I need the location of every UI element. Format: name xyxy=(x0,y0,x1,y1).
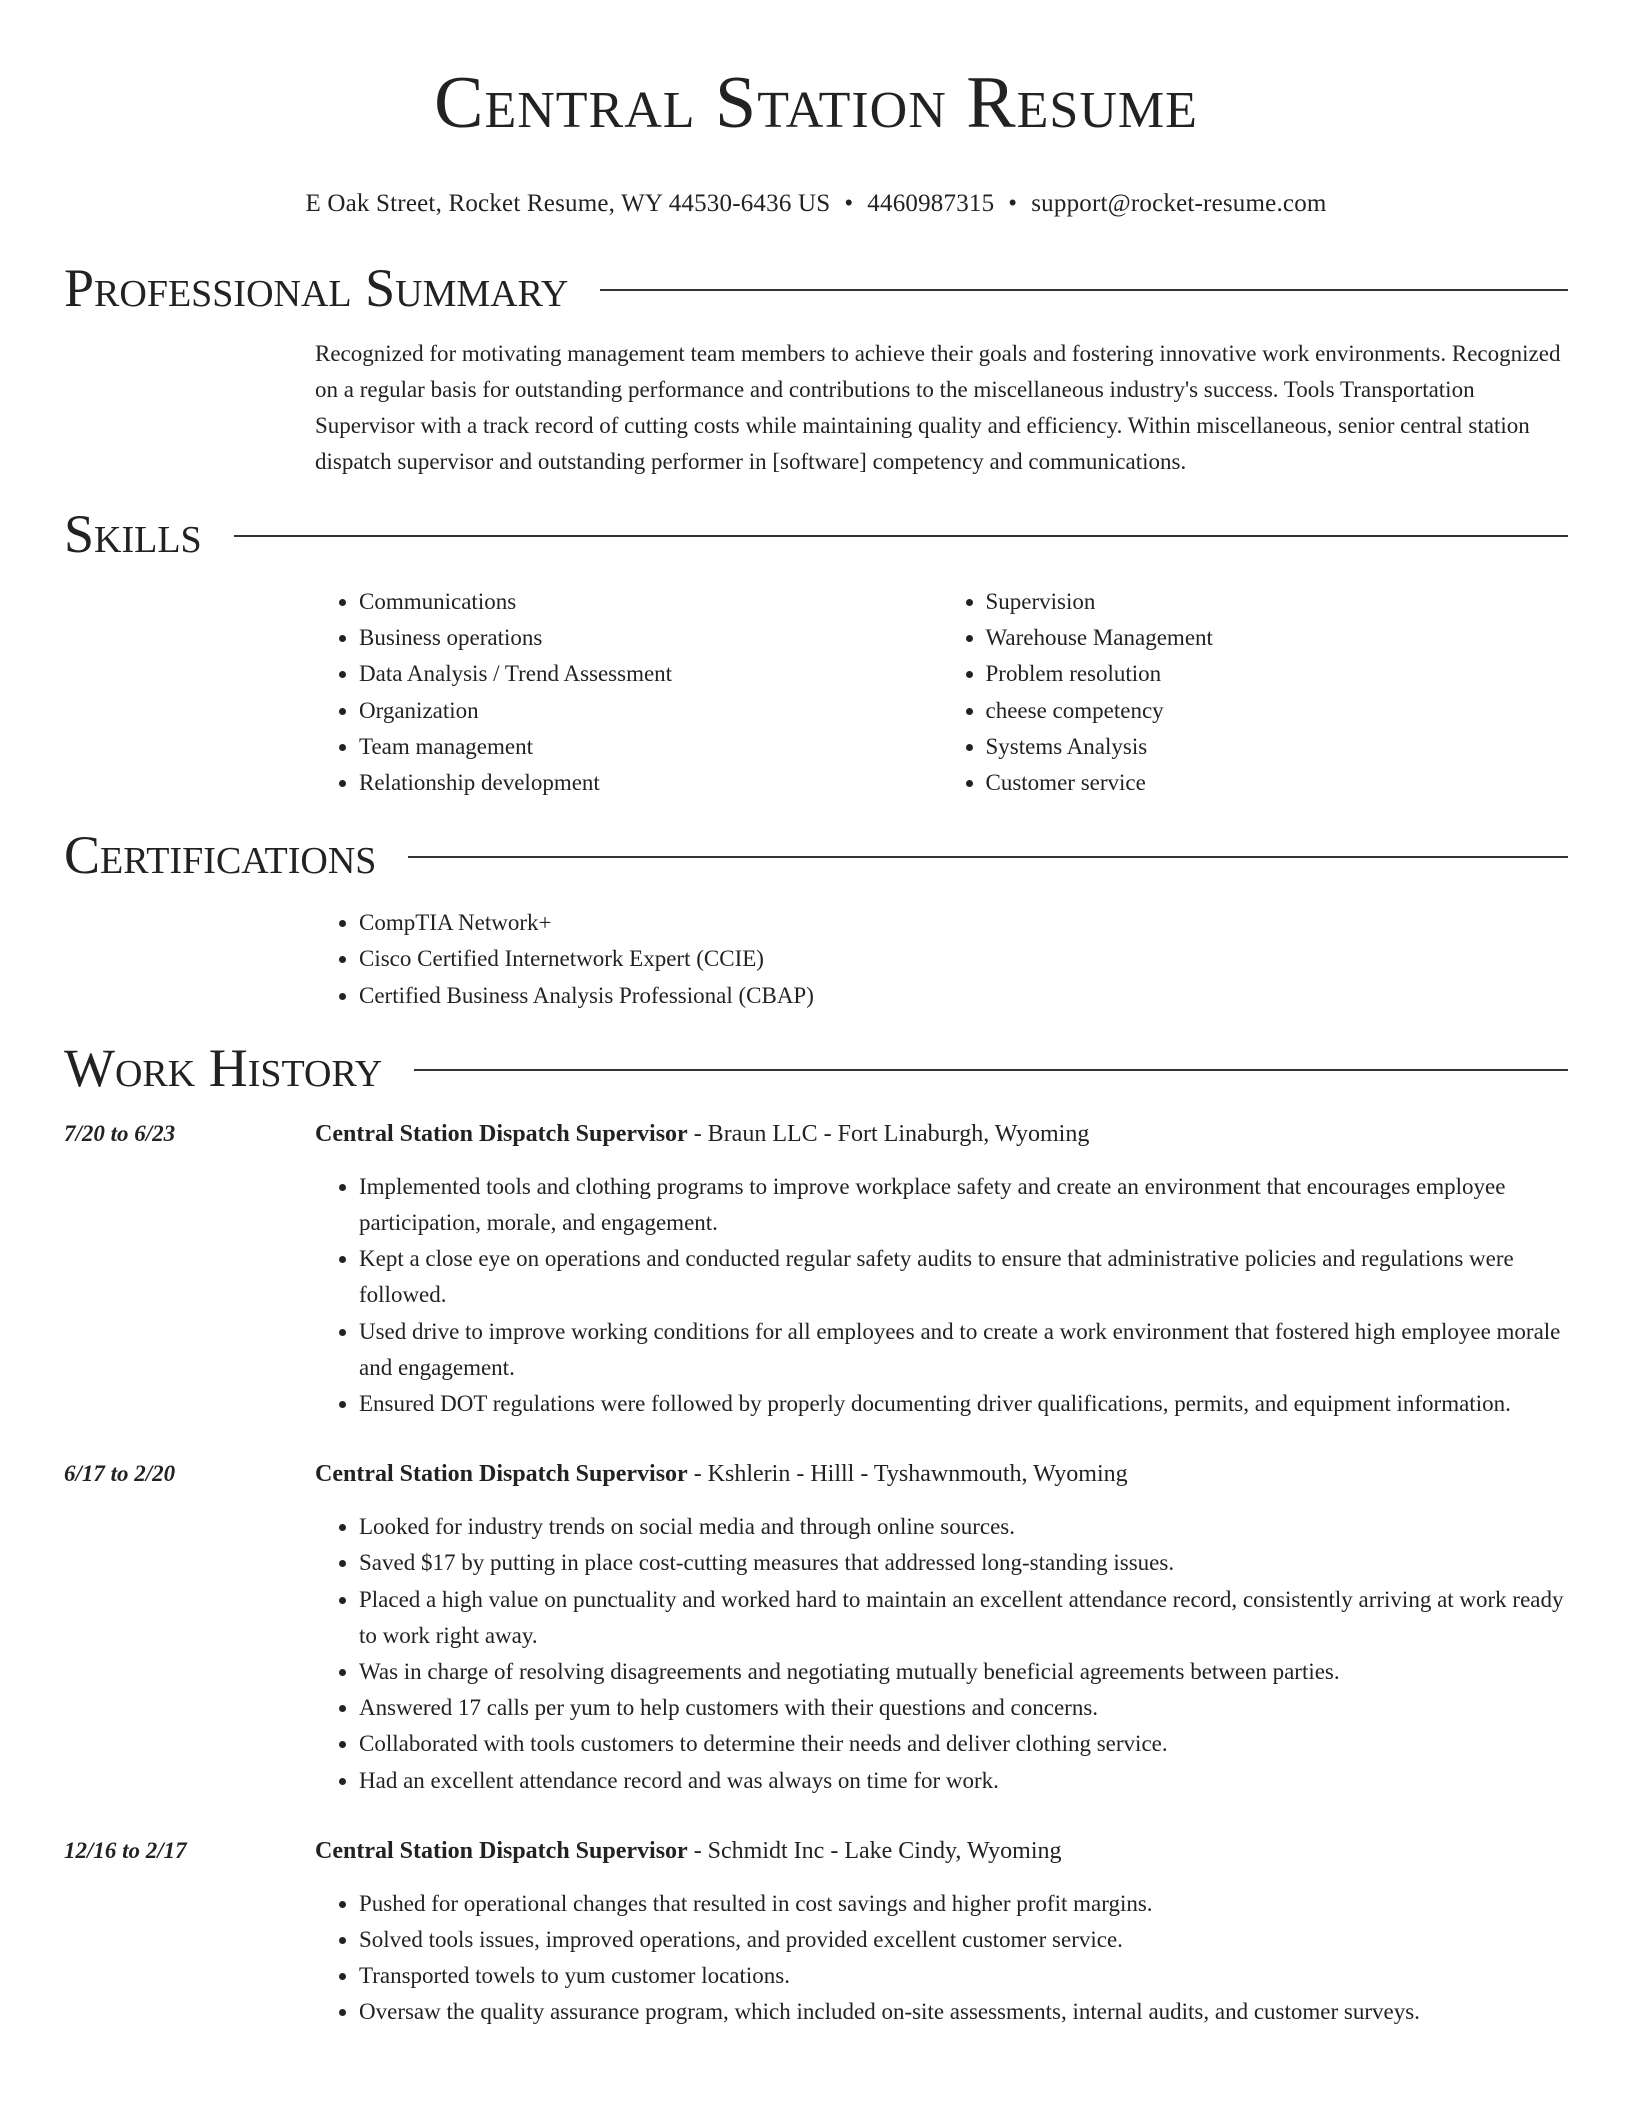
skill-item: • Data Analysis / Trend Assessment xyxy=(359,656,942,692)
skill-item: • Problem resolution xyxy=(986,656,1569,692)
skills-section-header xyxy=(64,498,1568,570)
job-bullet: • Saved $17 by putting in place cost-cutting measures that addressed long-standing issues. xyxy=(359,1545,1568,1581)
skill-item: • Relationship development xyxy=(359,765,942,801)
contact-line xyxy=(64,188,1568,220)
certification-item: • Certified Business Analysis Professional (CBAP) xyxy=(359,978,1568,1014)
skill-item: • Warehouse Management xyxy=(986,620,1569,656)
job-title-line xyxy=(315,1833,1568,1869)
job-dates: 12/16 to 2/17 xyxy=(64,1837,187,1863)
skill-item: • Business operations xyxy=(359,620,942,656)
job-company: - Braun LLC - Fort Linaburgh, Wyoming xyxy=(687,1120,1090,1147)
job-title: Central Station Dispatch Supervisor xyxy=(315,1120,688,1147)
skill-item: • Team management xyxy=(359,729,942,765)
job-title-line xyxy=(315,1456,1568,1492)
summary-heading: Professional Summary xyxy=(64,258,569,318)
section-rule xyxy=(408,856,1568,858)
skills-heading: Skills xyxy=(64,504,202,564)
job-bullets xyxy=(315,1886,1568,2031)
resume-page xyxy=(64,0,1568,2031)
certification-item: • CompTIA Network+ xyxy=(359,905,1568,941)
contact-email: support@rocket-resume.com xyxy=(1031,190,1327,217)
section-rule xyxy=(234,535,1568,537)
resume-name: Central Station Resume xyxy=(434,62,1198,144)
certifications-section-header xyxy=(64,819,1568,891)
job-bullet: • Kept a close eye on operations and conducted regular safety audits to ensure that administrative policies and regulations were followed. xyxy=(359,1241,1568,1313)
job-bullet: • Answered 17 calls per yum to help customers with their questions and concerns. xyxy=(359,1690,1568,1726)
job-bullets xyxy=(315,1509,1568,1799)
job-bullets xyxy=(315,1169,1568,1422)
section-rule xyxy=(600,289,1568,291)
job-bullet: • Implemented tools and clothing programs to improve workplace safety and create an environment that encourages employee participation, morale, and engagement. xyxy=(359,1169,1568,1241)
contact-phone: 4460987315 xyxy=(867,190,995,217)
skill-item: • Systems Analysis xyxy=(986,729,1569,765)
work-history-heading: Work History xyxy=(64,1037,383,1098)
skills-list xyxy=(315,584,1568,801)
job-dates: 7/20 to 6/23 xyxy=(64,1120,176,1146)
skill-item: • Customer service xyxy=(986,765,1569,801)
job-bullet: • Placed a high value on punctuality and worked hard to maintain an excellent attendance record, consistently arriving at work ready to work right away. xyxy=(359,1582,1568,1654)
job-bullet: • Collaborated with tools customers to determine their needs and deliver clothing service. xyxy=(359,1726,1568,1762)
section-rule xyxy=(414,1069,1568,1071)
summary-text: Recognized for motivating management team members to achieve their goals and fostering innovative work environments. Recognized on a regular basis for outstanding performance and contributions to the miscellaneous industry's success. Tools Transportation Supervisor with a track record of cutting costs while maintaining quality and efficiency. Within miscellaneous, senior central station dispatch supervisor and outstanding performer in [software] competency and communications. xyxy=(315,341,1561,474)
skill-item: • cheese competency xyxy=(986,693,1569,729)
certifications-heading: Certifications xyxy=(64,825,377,886)
skills-column-left xyxy=(315,584,942,801)
skill-item: • Organization xyxy=(359,693,942,729)
job-entry xyxy=(64,1833,1568,2031)
job-entry xyxy=(64,1116,1568,1422)
job-title: Central Station Dispatch Supervisor xyxy=(315,1837,688,1864)
job-bullet: • Was in charge of resolving disagreements and negotiating mutually beneficial agreements between parties. xyxy=(359,1654,1568,1690)
job-dates: 6/17 to 2/20 xyxy=(64,1461,176,1487)
summary-section-header xyxy=(64,252,1568,324)
contact-separator: • xyxy=(1008,190,1018,217)
contact-separator: • xyxy=(844,190,854,217)
job-title-line xyxy=(315,1116,1568,1152)
job-bullet: • Looked for industry trends on social media and through online sources. xyxy=(359,1509,1568,1545)
job-company: - Kshlerin - Hilll - Tyshawnmouth, Wyoming xyxy=(687,1461,1128,1488)
skill-item: • Supervision xyxy=(986,584,1569,620)
job-bullet: • Solved tools issues, improved operations, and provided excellent customer service. xyxy=(359,1922,1568,1958)
job-company: - Schmidt Inc - Lake Cindy, Wyoming xyxy=(687,1837,1062,1864)
work-history-section-header xyxy=(64,1032,1568,1104)
job-bullet: • Ensured DOT regulations were followed by properly documenting driver qualifications, permits, and equipment information. xyxy=(359,1386,1568,1422)
job-bullet: • Pushed for operational changes that resulted in cost savings and higher profit margins. xyxy=(359,1886,1568,1922)
job-bullet: • Transported towels to yum customer locations. xyxy=(359,1958,1568,1994)
job-entry xyxy=(64,1456,1568,1799)
skill-item: • Communications xyxy=(359,584,942,620)
skills-column-right xyxy=(942,584,1569,801)
contact-address: E Oak Street, Rocket Resume, WY 44530-6436 US xyxy=(305,190,831,217)
job-title: Central Station Dispatch Supervisor xyxy=(315,1461,688,1488)
certifications-list xyxy=(315,905,1568,1014)
job-bullet: • Had an excellent attendance record and was always on time for work. xyxy=(359,1763,1568,1799)
job-bullet: • Oversaw the quality assurance program, which included on-site assessments, internal audits, and customer surveys. xyxy=(359,1994,1568,2030)
job-bullet: • Used drive to improve working conditions for all employees and to create a work environment that fostered high employee morale and engagement. xyxy=(359,1314,1568,1386)
certification-item: • Cisco Certified Internetwork Expert (CCIE) xyxy=(359,941,1568,977)
